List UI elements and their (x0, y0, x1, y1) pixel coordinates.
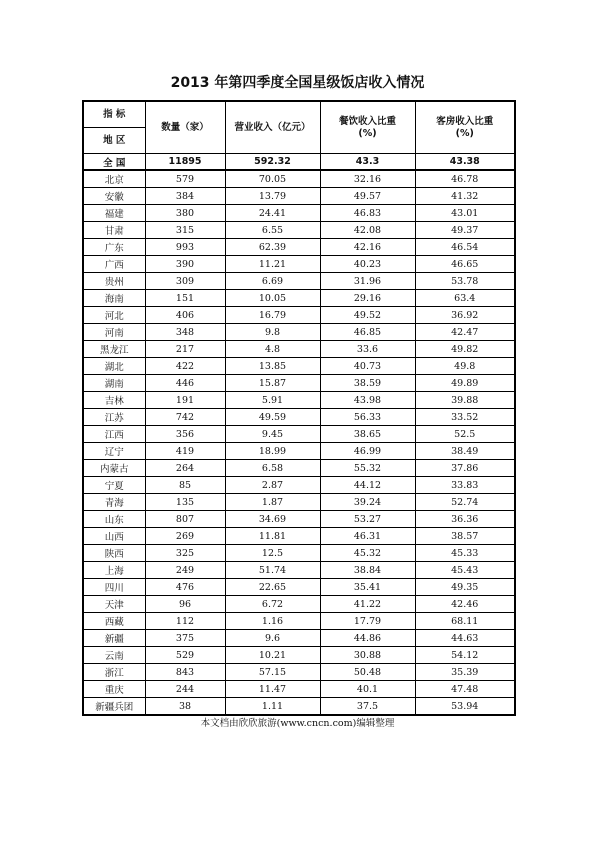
cell-food-share: 40.73 (320, 358, 415, 375)
cell-region: 吉林 (83, 392, 145, 409)
table-row (83, 239, 515, 256)
table-row (83, 698, 515, 716)
cell-food-share: 17.79 (320, 613, 415, 630)
cell-room-share: 49.35 (415, 579, 515, 596)
cell-food-share: 55.32 (320, 460, 415, 477)
cell-region: 天津 (83, 596, 145, 613)
cell-food-share: 32.16 (320, 170, 415, 188)
table-row (83, 647, 515, 664)
cell-revenue: 51.74 (225, 562, 320, 579)
cell-revenue: 49.59 (225, 409, 320, 426)
cell-count: 529 (145, 647, 225, 664)
cell-region: 青海 (83, 494, 145, 511)
cell-room-share: 63.4 (415, 290, 515, 307)
cell-count: 993 (145, 239, 225, 256)
cell-room-share: 46.78 (415, 170, 515, 188)
column-header-room-share (415, 101, 515, 154)
cell-count: 217 (145, 341, 225, 358)
cell-region: 福建 (83, 205, 145, 222)
table-row (83, 222, 515, 239)
cell-region: 新疆兵团 (83, 698, 145, 716)
cell-revenue: 9.6 (225, 630, 320, 647)
table-row (83, 409, 515, 426)
cell-revenue: 13.79 (225, 188, 320, 205)
cell-food-share: 49.52 (320, 307, 415, 324)
table-row (83, 307, 515, 324)
column-header-food-share (320, 101, 415, 154)
cell-room-share: 46.65 (415, 256, 515, 273)
cell-count: 85 (145, 477, 225, 494)
cell-room-share: 41.32 (415, 188, 515, 205)
cell-room-share: 33.83 (415, 477, 515, 494)
stub-header-indicator: 指 标 (83, 101, 145, 128)
table-row (83, 681, 515, 698)
cell-revenue: 11.47 (225, 681, 320, 698)
cell-food-share: 49.57 (320, 188, 415, 205)
cell-region: 江苏 (83, 409, 145, 426)
table-row (83, 477, 515, 494)
cell-revenue: 9.45 (225, 426, 320, 443)
cell-region: 宁夏 (83, 477, 145, 494)
table-row (83, 426, 515, 443)
cell-region: 江西 (83, 426, 145, 443)
cell-revenue: 16.79 (225, 307, 320, 324)
cell-count: 419 (145, 443, 225, 460)
cell-food-share: 38.84 (320, 562, 415, 579)
cell-revenue: 2.87 (225, 477, 320, 494)
cell-room-share: 52.74 (415, 494, 515, 511)
cell-food-share: 46.83 (320, 205, 415, 222)
cell-room-share: 54.12 (415, 647, 515, 664)
total-count: 11895 (145, 154, 225, 171)
cell-room-share: 49.37 (415, 222, 515, 239)
cell-food-share: 38.59 (320, 375, 415, 392)
cell-count: 390 (145, 256, 225, 273)
cell-region: 湖北 (83, 358, 145, 375)
cell-count: 309 (145, 273, 225, 290)
table-row (83, 256, 515, 273)
cell-count: 191 (145, 392, 225, 409)
column-header-food-share-line1: 餐饮收入比重 (338, 115, 396, 127)
cell-region: 四川 (83, 579, 145, 596)
hotel-revenue-table (82, 100, 516, 716)
cell-count: 96 (145, 596, 225, 613)
stub-header-region: 地 区 (83, 128, 145, 154)
cell-revenue: 4.8 (225, 341, 320, 358)
cell-revenue: 70.05 (225, 170, 320, 188)
cell-region: 河南 (83, 324, 145, 341)
cell-food-share: 38.65 (320, 426, 415, 443)
column-header-revenue: 营业收入（亿元） (225, 101, 320, 154)
cell-room-share: 44.63 (415, 630, 515, 647)
column-header-food-share-line2: (%) (358, 127, 377, 139)
cell-food-share: 53.27 (320, 511, 415, 528)
cell-revenue: 22.65 (225, 579, 320, 596)
cell-count: 348 (145, 324, 225, 341)
cell-food-share: 35.41 (320, 579, 415, 596)
table-row (83, 188, 515, 205)
cell-food-share: 30.88 (320, 647, 415, 664)
cell-room-share: 35.39 (415, 664, 515, 681)
page-title: 2013 年第四季度全国星级饭店收入情况 (170, 75, 425, 91)
cell-food-share: 29.16 (320, 290, 415, 307)
cell-room-share: 47.48 (415, 681, 515, 698)
cell-region: 辽宁 (83, 443, 145, 460)
cell-room-share: 45.33 (415, 545, 515, 562)
table-row (83, 358, 515, 375)
cell-room-share: 36.36 (415, 511, 515, 528)
cell-revenue: 10.21 (225, 647, 320, 664)
cell-room-share: 39.88 (415, 392, 515, 409)
cell-room-share: 45.43 (415, 562, 515, 579)
total-food-share: 43.3 (320, 154, 415, 171)
column-header-room-share-line1: 客房收入比重 (436, 115, 494, 127)
cell-food-share: 42.08 (320, 222, 415, 239)
table-row (83, 324, 515, 341)
cell-region: 安徽 (83, 188, 145, 205)
cell-revenue: 6.58 (225, 460, 320, 477)
cell-revenue: 1.87 (225, 494, 320, 511)
cell-count: 38 (145, 698, 225, 716)
cell-revenue: 5.91 (225, 392, 320, 409)
cell-count: 151 (145, 290, 225, 307)
table-row (83, 528, 515, 545)
cell-count: 269 (145, 528, 225, 545)
cell-revenue: 1.16 (225, 613, 320, 630)
cell-room-share: 49.82 (415, 341, 515, 358)
cell-room-share: 46.54 (415, 239, 515, 256)
table-row (83, 664, 515, 681)
cell-room-share: 53.94 (415, 698, 515, 716)
cell-food-share: 44.86 (320, 630, 415, 647)
cell-revenue: 24.41 (225, 205, 320, 222)
table-row (83, 562, 515, 579)
cell-region: 广东 (83, 239, 145, 256)
cell-revenue: 6.72 (225, 596, 320, 613)
cell-food-share: 50.48 (320, 664, 415, 681)
cell-food-share: 46.85 (320, 324, 415, 341)
cell-room-share: 68.11 (415, 613, 515, 630)
total-revenue: 592.32 (225, 154, 320, 171)
cell-count: 579 (145, 170, 225, 188)
total-region: 全 国 (83, 154, 145, 171)
cell-revenue: 18.99 (225, 443, 320, 460)
cell-room-share: 49.89 (415, 375, 515, 392)
table-row (83, 579, 515, 596)
cell-revenue: 10.05 (225, 290, 320, 307)
cell-count: 112 (145, 613, 225, 630)
cell-food-share: 46.31 (320, 528, 415, 545)
cell-region: 西藏 (83, 613, 145, 630)
cell-region: 贵州 (83, 273, 145, 290)
cell-food-share: 39.24 (320, 494, 415, 511)
cell-count: 422 (145, 358, 225, 375)
cell-revenue: 57.15 (225, 664, 320, 681)
table-row (83, 494, 515, 511)
total-room-share: 43.38 (415, 154, 515, 171)
cell-room-share: 52.5 (415, 426, 515, 443)
table-row (83, 375, 515, 392)
cell-room-share: 49.8 (415, 358, 515, 375)
cell-revenue: 9.8 (225, 324, 320, 341)
cell-revenue: 62.39 (225, 239, 320, 256)
cell-region: 陕西 (83, 545, 145, 562)
cell-food-share: 45.32 (320, 545, 415, 562)
cell-count: 807 (145, 511, 225, 528)
table-row (83, 290, 515, 307)
cell-region: 黑龙江 (83, 341, 145, 358)
cell-region: 新疆 (83, 630, 145, 647)
cell-count: 476 (145, 579, 225, 596)
cell-revenue: 34.69 (225, 511, 320, 528)
table-row (83, 341, 515, 358)
table-row (83, 205, 515, 222)
cell-room-share: 37.86 (415, 460, 515, 477)
cell-room-share: 38.57 (415, 528, 515, 545)
cell-count: 249 (145, 562, 225, 579)
cell-revenue: 11.81 (225, 528, 320, 545)
cell-count: 264 (145, 460, 225, 477)
cell-count: 356 (145, 426, 225, 443)
cell-region: 湖南 (83, 375, 145, 392)
table-row (83, 613, 515, 630)
cell-revenue: 6.69 (225, 273, 320, 290)
cell-count: 742 (145, 409, 225, 426)
cell-count: 244 (145, 681, 225, 698)
cell-region: 山东 (83, 511, 145, 528)
cell-count: 135 (145, 494, 225, 511)
table-row (83, 596, 515, 613)
cell-count: 446 (145, 375, 225, 392)
column-header-count: 数量（家） (145, 101, 225, 154)
cell-region: 内蒙古 (83, 460, 145, 477)
cell-revenue: 15.87 (225, 375, 320, 392)
column-header-room-share-line2: (%) (455, 127, 474, 139)
cell-revenue: 13.85 (225, 358, 320, 375)
cell-food-share: 33.6 (320, 341, 415, 358)
cell-food-share: 46.99 (320, 443, 415, 460)
cell-room-share: 33.52 (415, 409, 515, 426)
cell-count: 315 (145, 222, 225, 239)
table-row (83, 511, 515, 528)
cell-room-share: 36.92 (415, 307, 515, 324)
cell-region: 海南 (83, 290, 145, 307)
cell-region: 浙江 (83, 664, 145, 681)
cell-food-share: 40.1 (320, 681, 415, 698)
table-row (83, 460, 515, 477)
cell-room-share: 42.47 (415, 324, 515, 341)
cell-count: 375 (145, 630, 225, 647)
cell-region: 河北 (83, 307, 145, 324)
cell-revenue: 11.21 (225, 256, 320, 273)
cell-region: 上海 (83, 562, 145, 579)
table-row (83, 545, 515, 562)
cell-food-share: 44.12 (320, 477, 415, 494)
cell-room-share: 42.46 (415, 596, 515, 613)
footer-note: 本文档由欣欣旅游(www.cncn.com)编辑整理 (200, 718, 395, 729)
cell-count: 406 (145, 307, 225, 324)
cell-food-share: 43.98 (320, 392, 415, 409)
cell-room-share: 38.49 (415, 443, 515, 460)
cell-food-share: 41.22 (320, 596, 415, 613)
table-row (83, 443, 515, 460)
cell-region: 广西 (83, 256, 145, 273)
cell-count: 384 (145, 188, 225, 205)
table-row (83, 273, 515, 290)
table-row (83, 392, 515, 409)
cell-count: 843 (145, 664, 225, 681)
cell-region: 甘肃 (83, 222, 145, 239)
cell-food-share: 56.33 (320, 409, 415, 426)
cell-count: 380 (145, 205, 225, 222)
cell-count: 325 (145, 545, 225, 562)
cell-food-share: 40.23 (320, 256, 415, 273)
cell-revenue: 1.11 (225, 698, 320, 716)
cell-region: 云南 (83, 647, 145, 664)
table-row (83, 170, 515, 188)
cell-food-share: 31.96 (320, 273, 415, 290)
table-row (83, 630, 515, 647)
cell-region: 北京 (83, 170, 145, 188)
cell-revenue: 12.5 (225, 545, 320, 562)
cell-region: 山西 (83, 528, 145, 545)
cell-room-share: 43.01 (415, 205, 515, 222)
cell-revenue: 6.55 (225, 222, 320, 239)
cell-region: 重庆 (83, 681, 145, 698)
table-row-national-total (83, 154, 515, 171)
cell-room-share: 53.78 (415, 273, 515, 290)
cell-food-share: 42.16 (320, 239, 415, 256)
cell-food-share: 37.5 (320, 698, 415, 716)
